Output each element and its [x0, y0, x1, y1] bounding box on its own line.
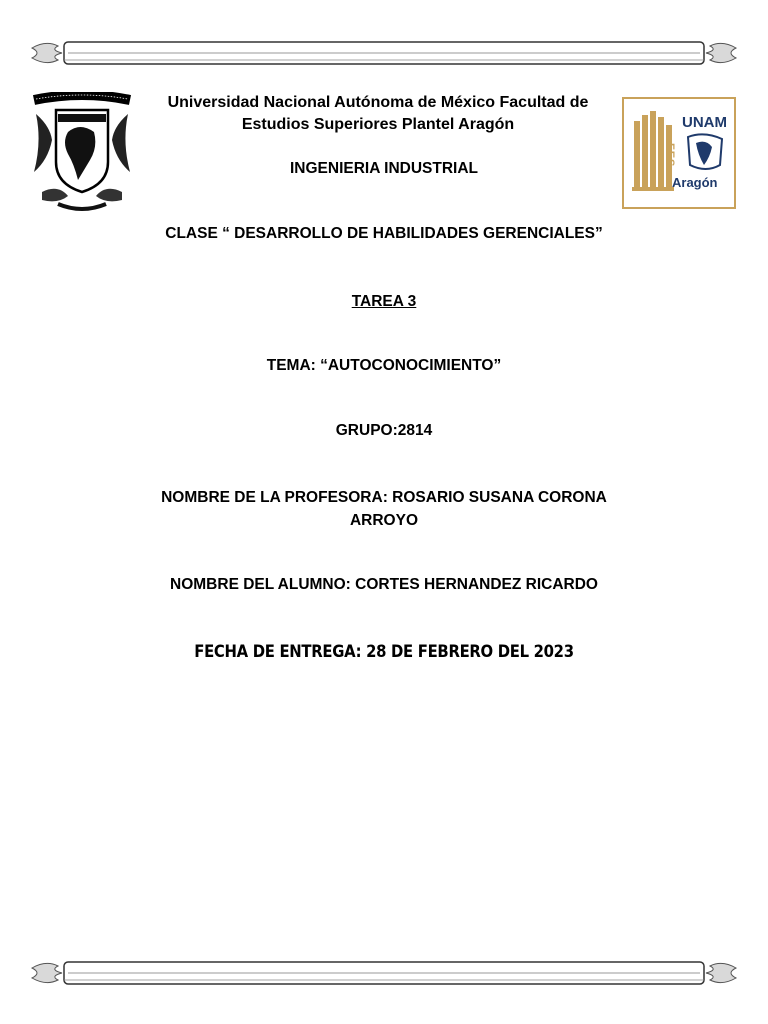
assignment-topic: TEMA: “AUTOCONOCIMIENTO”	[266, 357, 502, 374]
class-name: CLASE “ DESARROLLO DE HABILIDADES GERENCIALES”	[165, 225, 603, 242]
fes-logo-fes-text: FES	[664, 143, 676, 168]
professor-name-line2: ARROYO	[349, 512, 419, 529]
university-title: Universidad Nacional Autónoma de México Facultad de Estudios Superiores Plantel Aragón	[167, 94, 589, 133]
bottom-scroll-border	[28, 958, 740, 988]
top-scroll-border	[28, 38, 740, 68]
fes-logo-campus-text: Aragón	[672, 175, 718, 190]
student-name: NOMBRE DEL ALUMNO: CORTES HERNANDEZ RICARDO	[170, 576, 598, 593]
unam-seal-logo	[28, 92, 136, 214]
due-date: FECHA DE ENTREGA: 28 DE FEBRERO DEL 2023	[194, 642, 574, 661]
group-number: GRUPO:2814	[335, 422, 433, 439]
career-name: INGENIERIA INDUSTRIAL	[289, 160, 478, 177]
fes-logo-unam-text: UNAM	[682, 114, 727, 131]
professor-name-line1: NOMBRE DE LA PROFESORA: ROSARIO SUSANA CORONA	[161, 489, 607, 506]
assignment-number: TAREA 3	[351, 293, 417, 310]
fes-aragon-logo	[622, 97, 736, 209]
